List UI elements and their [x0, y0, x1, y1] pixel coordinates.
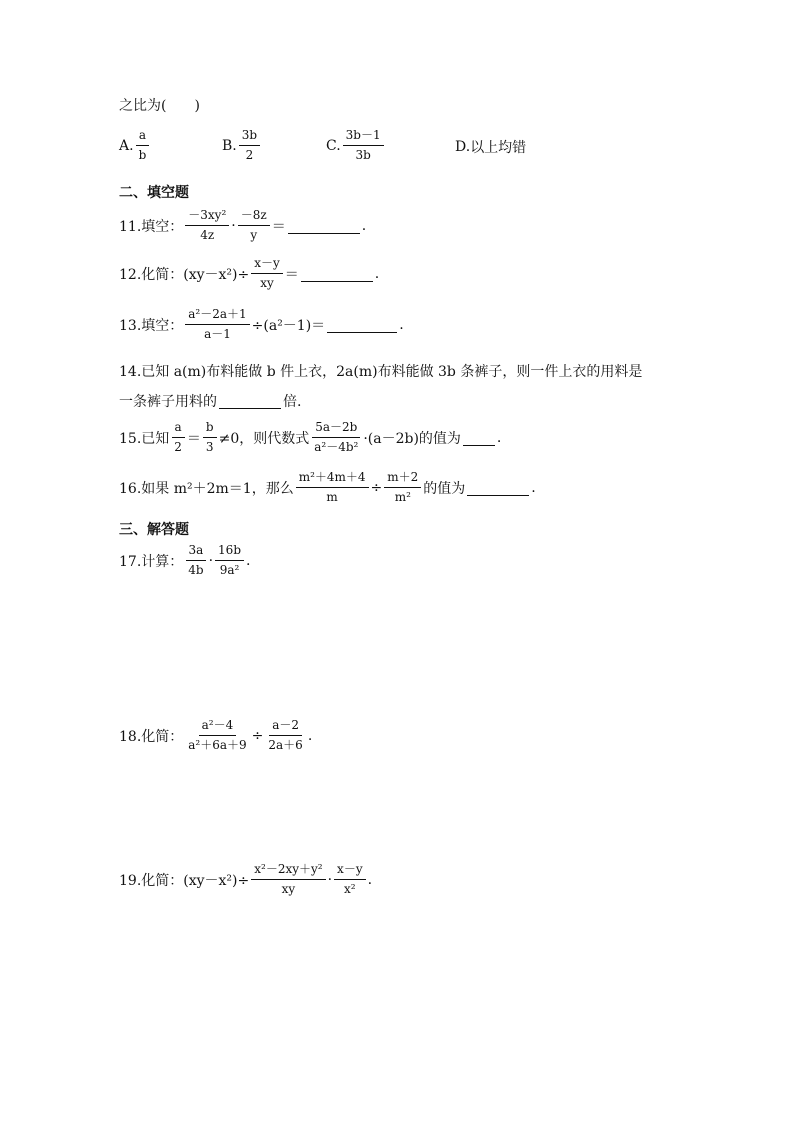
options-0-label: A.: [119, 137, 134, 154]
option-d: [455, 137, 526, 157]
answer-blank[interactable]: [467, 494, 529, 496]
q16-f1-den: m: [326, 490, 338, 504]
q15-prefix: 15.已知: [119, 430, 170, 447]
q15-f3-den: a²－4b²: [314, 440, 359, 454]
options-0-num: a: [136, 128, 149, 146]
q11-f1-num: －3xy²: [185, 208, 229, 226]
q16-f2-num: m＋2: [384, 470, 421, 488]
q19-f2-num: x－y: [334, 862, 366, 880]
q19-f1-den: xy: [281, 882, 296, 896]
fraction: [251, 862, 325, 897]
q15-f3-num: 5a－2b: [312, 420, 360, 438]
option-c-fraction: [343, 128, 384, 163]
section2: 二、填空题: [119, 185, 189, 201]
option-a-fraction: [136, 128, 150, 163]
q18-f2-num: a－2: [269, 718, 302, 736]
q15-mid: ≠0，则代数式: [218, 430, 310, 447]
q12-eq: ＝: [284, 266, 299, 283]
options-2-label: C.: [326, 137, 341, 154]
q16-end: .: [531, 479, 536, 496]
q16-f2-den: m²: [394, 490, 411, 504]
q15-f1-den: 2: [174, 440, 182, 454]
q19-end: .: [367, 871, 373, 888]
q18-f1-den: a²＋6a＋9: [188, 738, 247, 752]
options-3-label: D.: [455, 139, 471, 155]
question-16: [119, 470, 536, 505]
q16-post: 的值为: [423, 480, 466, 497]
q14-line2-pre: 一条裤子用料的: [119, 394, 217, 410]
fraction: [334, 862, 366, 897]
q17-f2-num: 16b: [215, 543, 244, 561]
q16-prefix: 16.如果 m²＋2m＝1，那么: [119, 480, 294, 497]
question-continuation: [119, 95, 200, 115]
q19-pre: (xy－x²)÷: [183, 872, 250, 889]
option-b: [222, 128, 262, 163]
q16-div: ÷: [370, 479, 383, 496]
q17-end: .: [246, 552, 251, 569]
q11-f1-den: 4z: [200, 228, 215, 242]
question-14-line-2: [119, 391, 301, 411]
options-1-label: B.: [222, 137, 237, 154]
q17-prefix: 17.计算：: [119, 553, 184, 570]
answer-blank[interactable]: [288, 232, 360, 234]
fraction: [185, 718, 249, 753]
q18-f2-den: 2a＋6: [268, 738, 303, 752]
q18-f1-num: a²－4: [199, 718, 237, 736]
q11-prefix: 11.填空：: [119, 218, 184, 235]
answer-blank[interactable]: [463, 444, 495, 446]
q15-eq: ＝: [186, 430, 201, 447]
option-c: [326, 128, 386, 163]
option-a: [119, 128, 151, 163]
q12-f-num: x－y: [251, 256, 283, 274]
q11-f2-den: y: [250, 228, 258, 242]
q12-prefix: 12.化简：: [119, 266, 184, 283]
question-18: [119, 718, 312, 753]
q11-f2-num: －8z: [238, 208, 270, 226]
fraction: [311, 420, 361, 455]
q19-f1-num: x²－2xy＋y²: [251, 862, 325, 880]
question-11: [119, 208, 366, 243]
q12-pre: (xy－x²)÷: [183, 266, 250, 283]
section-heading-solve: [119, 519, 189, 539]
q13-f-den: a－1: [204, 327, 231, 341]
q15-f1-num: a: [172, 420, 185, 438]
question-15: [119, 420, 501, 455]
options-3-text: 以上均错: [470, 140, 527, 156]
q18-div: ÷: [251, 727, 264, 744]
question-19: [119, 862, 372, 897]
q17-f1-num: 3a: [186, 543, 207, 561]
q15-f2-num: b: [203, 420, 217, 438]
q14-line1: 14.已知 a(m)布料能做 b 件上衣，2a(m)布料能做 3b 条裤子，则一件上衣的用料是: [119, 364, 643, 380]
question-13: [119, 307, 404, 342]
fraction: [265, 718, 305, 753]
intro: 之比为( ): [119, 98, 200, 114]
q15-post: ·(a－2b)的值为: [363, 430, 461, 447]
section3: 三、解答题: [119, 522, 189, 538]
fraction: [203, 420, 217, 455]
q19-f2-den: x²: [344, 882, 356, 896]
q13-f-num: a²－2a＋1: [185, 307, 249, 325]
fraction: [384, 470, 421, 505]
fraction: [251, 256, 283, 291]
q13-end: .: [399, 316, 404, 333]
fraction: [296, 470, 369, 505]
question-14-line-1: [119, 361, 642, 381]
answer-blank[interactable]: [301, 280, 373, 282]
fraction: [185, 543, 206, 578]
question-17: [119, 543, 250, 578]
q17-dot: ·: [208, 552, 214, 569]
fraction: [185, 307, 249, 342]
options-2-den: 3b: [355, 148, 371, 162]
q12-end: .: [374, 265, 380, 282]
q17-f1-den: 4b: [188, 563, 204, 577]
answer-blank[interactable]: [219, 407, 281, 409]
q11-end: .: [361, 217, 367, 234]
q18-prefix: 18.化简：: [119, 728, 184, 745]
q13-post: ÷(a²－1)＝: [251, 317, 326, 334]
answer-blank[interactable]: [327, 331, 397, 333]
options-1-num: 3b: [239, 128, 260, 146]
options-0-den: b: [138, 148, 147, 162]
question-12: [119, 256, 379, 291]
q17-f2-den: 9a²: [219, 563, 240, 577]
q15-f2-den: 3: [205, 440, 214, 454]
q16-f1-num: m²＋4m＋4: [296, 470, 369, 488]
q15-end: .: [496, 429, 502, 446]
q18-end: .: [307, 727, 313, 744]
fraction: [185, 208, 229, 243]
option-b-fraction: [239, 128, 260, 163]
q11-eq: ＝: [271, 218, 286, 235]
fraction: [238, 208, 270, 243]
fraction: [215, 543, 244, 578]
q19-prefix: 19.化简：: [119, 872, 184, 889]
fraction: [171, 420, 185, 455]
q13-prefix: 13.填空：: [119, 317, 184, 334]
q11-dot: ·: [231, 217, 236, 234]
q14-line2-end: 倍.: [283, 394, 302, 410]
q12-f-den: xy: [260, 276, 274, 290]
options-2-num: 3b－1: [343, 128, 384, 146]
options-1-den: 2: [245, 148, 254, 162]
q19-dot: ·: [327, 871, 333, 888]
section-heading-fill-in: [119, 182, 189, 202]
